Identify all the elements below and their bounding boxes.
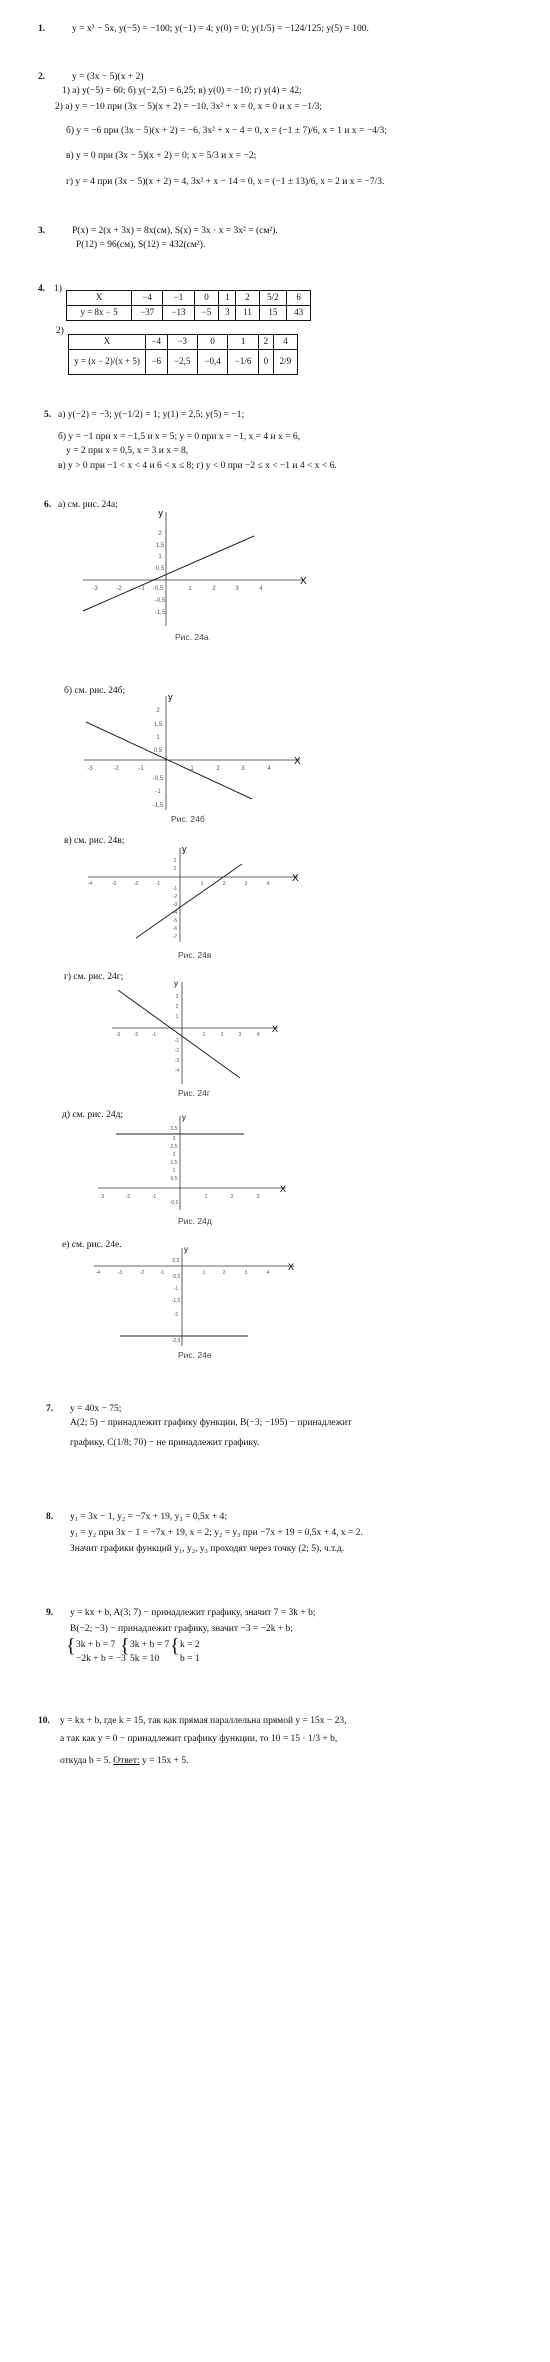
problem-text: в) y > 0 при −1 < x < 4 и 6 < x ≤ 8; г) y < 0 при −2 ≤ x < −1 и 4 < x < 6. (58, 461, 337, 471)
svg-text:-1: -1 (151, 1032, 157, 1038)
table-cell: 0 (258, 350, 273, 375)
problem-text: y = kx + b, где k = 15, так как прямая параллельна прямой y = 15x − 23, (60, 1716, 347, 1726)
svg-text:1,5: 1,5 (155, 543, 165, 549)
table-cell: 0 (194, 291, 219, 306)
problem-text: г) y = 4 при (3x − 5)(x + 2) = 4, 3x² + x − 14 = 0, x = (−1 ± 13)/6, x = 2 и x = −7/3. (66, 177, 385, 187)
table-cell: −2,5 (167, 350, 197, 375)
svg-text:1,5: 1,5 (170, 1160, 178, 1166)
system-brace: { (66, 1635, 76, 1657)
svg-text:-1: -1 (172, 886, 178, 892)
problem-number: 8. (46, 1512, 54, 1522)
system-brace: { (120, 1635, 130, 1657)
function-line (83, 536, 254, 611)
figure-caption: Рис. 24б (171, 814, 205, 824)
svg-text:-1: -1 (155, 789, 161, 795)
sub-label: 2) (56, 326, 64, 336)
svg-text:1,5: 1,5 (153, 722, 163, 728)
svg-text:3: 3 (256, 1194, 260, 1200)
problem-text: y = 40x − 75; (70, 1404, 122, 1414)
y-axis-label: y (184, 1245, 188, 1254)
table-cell: −5 (194, 306, 219, 321)
table-cell: 43 (287, 306, 311, 321)
svg-text:-2: -2 (113, 766, 119, 772)
problem-text: 1) а) y(−5) = 60; б) y(−2,5) = 6,25; в) y(0) = −10; г) y(4) = 42; (62, 86, 302, 96)
svg-text:-2: -2 (139, 1270, 145, 1276)
y-axis-label: y (182, 1113, 186, 1122)
svg-text:-4: -4 (172, 910, 178, 916)
sub-label: в) см. рис. 24в; (64, 836, 125, 846)
table-cell: 15 (259, 306, 287, 321)
sub-label: б) см. рис. 24б; (64, 686, 126, 696)
values-table-2 (68, 334, 298, 375)
svg-text:1: 1 (188, 586, 192, 592)
svg-text:4: 4 (267, 766, 271, 772)
table-cell: 6 (287, 291, 311, 306)
svg-text:-1: -1 (155, 881, 161, 887)
problem-text: а) y(−2) = −3; y(−1/2) = 1; y(1) = 2,5; y(5) = −1; (58, 410, 245, 420)
equation: 5k = 10 (130, 1654, 160, 1664)
svg-text:2: 2 (173, 858, 177, 864)
svg-text:-6: -6 (172, 926, 178, 932)
svg-text:3: 3 (244, 881, 248, 887)
table-cell: 5/2 (259, 291, 287, 306)
svg-text:2: 2 (158, 531, 162, 537)
x-axis-label: X (288, 1262, 295, 1272)
svg-text:3: 3 (172, 1136, 176, 1142)
problem-number: 7. (46, 1404, 54, 1414)
svg-text:-3: -3 (87, 766, 93, 772)
equation: 3k + b = 7 (130, 1640, 170, 1650)
table-cell: 4 (273, 335, 297, 350)
y-axis-label: y (158, 508, 163, 518)
problem-number: 1. (38, 24, 46, 34)
svg-text:2: 2 (172, 1152, 176, 1158)
svg-text:-1,5: -1,5 (154, 610, 166, 616)
svg-text:3: 3 (241, 766, 245, 772)
problem-text: б) y = −1 при x = −1,5 и x = 5; y = 0 при x = −1, x = 4 и x = 6, (58, 432, 300, 442)
answer-text: откуда b = 5. (60, 1756, 114, 1766)
x-axis-label: X (280, 1184, 287, 1194)
svg-text:-2: -2 (174, 1048, 180, 1054)
table-cell: −4 (146, 335, 168, 350)
sub-label: г) см. рис. 24г; (64, 972, 124, 982)
svg-text:-2: -2 (133, 881, 139, 887)
svg-text:-1: -1 (174, 1038, 180, 1044)
equation: b = 1 (180, 1654, 200, 1664)
svg-text:2: 2 (175, 1004, 179, 1010)
svg-text:2: 2 (222, 1270, 226, 1276)
problem-number: 4. (38, 284, 46, 294)
svg-text:-4: -4 (87, 881, 93, 887)
problem-number: 2. (38, 72, 46, 82)
problem-text: y = (3x − 5)(x + 2) (72, 72, 144, 82)
x-axis-label: X (294, 756, 301, 767)
svg-text:2: 2 (230, 1194, 234, 1200)
table-cell: 2 (236, 291, 259, 306)
problem-text: 2) а) y = −10 при (3x − 5)(x + 2) = −10, 3x² + x = 0, x = 0 и x = −1/3; (55, 102, 323, 112)
graph-24v (84, 842, 304, 950)
svg-text:1: 1 (204, 1194, 208, 1200)
problem-text: а так как y = 0 − принадлежит графику функции, то 10 = 15 · 1/3 + b, (60, 1734, 338, 1744)
svg-text:-3: -3 (117, 1270, 123, 1276)
sub-label: а) см. рис. 24а; (58, 500, 118, 510)
svg-text:1: 1 (200, 881, 204, 887)
graph-24e (90, 1244, 300, 1350)
svg-text:1: 1 (175, 1014, 179, 1020)
equation: k = 2 (180, 1640, 200, 1650)
answer-line (60, 1756, 188, 1768)
graph-24g (108, 976, 288, 1088)
figure-caption: Рис. 24г (178, 1088, 210, 1098)
values-table-1 (66, 290, 311, 321)
svg-text:-2: -2 (133, 1032, 139, 1038)
svg-text:1: 1 (172, 1168, 176, 1174)
svg-text:1: 1 (156, 735, 160, 741)
svg-text:4: 4 (259, 586, 263, 592)
svg-text:-2: -2 (116, 586, 122, 592)
table-cell: 2 (258, 335, 273, 350)
svg-text:-3: -3 (115, 1032, 121, 1038)
table-cell: −1/6 (228, 350, 259, 375)
table-cell: −3 (167, 335, 197, 350)
svg-text:2: 2 (216, 766, 220, 772)
graph-24a (78, 506, 318, 632)
table-cell: X (69, 335, 146, 350)
svg-text:-0,5: -0,5 (169, 1200, 179, 1206)
problem-text: y = kx + b, A(3; 7) − принадлежит графику, значит 7 = 3k + b; (70, 1608, 316, 1618)
svg-text:2,5: 2,5 (170, 1144, 178, 1150)
graph-24d (94, 1112, 294, 1214)
problem-number: 10. (38, 1716, 50, 1726)
table-cell: −0,4 (197, 350, 227, 375)
svg-text:0,5: 0,5 (155, 566, 165, 572)
table-cell: −6 (146, 350, 168, 375)
x-axis-label: X (292, 873, 299, 884)
svg-text:4: 4 (256, 1032, 260, 1038)
table-cell: −37 (132, 306, 163, 321)
y-axis-label: y (168, 692, 173, 702)
svg-text:0,5: 0,5 (153, 748, 163, 754)
table-cell: y = 8x − 5 (67, 306, 132, 321)
y-axis-label: y (182, 844, 187, 854)
svg-text:1: 1 (202, 1270, 206, 1276)
svg-text:-3: -3 (92, 586, 98, 592)
table-cell: −1 (163, 291, 194, 306)
svg-text:2: 2 (156, 708, 160, 714)
table-cell: 0 (197, 335, 227, 350)
problem-text: P(12) = 96(см), S(12) = 432(см²). (76, 240, 206, 250)
problem-text: б) y = −6 при (3x − 5)(x + 2) = −6, 3x² + x − 4 = 0, x = (−1 ± 7)/6, x = 1 и x = −4/3; (66, 126, 387, 136)
table-cell: 1 (219, 291, 236, 306)
svg-text:-1: -1 (138, 766, 144, 772)
tick-labels (87, 708, 271, 809)
equation: 3k + b = 7 (76, 1640, 116, 1650)
svg-text:1: 1 (173, 866, 177, 872)
svg-text:2: 2 (212, 586, 216, 592)
svg-text:-0,5: -0,5 (154, 598, 166, 604)
svg-text:3: 3 (175, 994, 179, 1000)
table-cell: y = (x − 2)/(x + 5) (69, 350, 146, 375)
svg-text:4: 4 (266, 1270, 270, 1276)
problem-number: 9. (46, 1608, 54, 1618)
svg-text:1: 1 (190, 766, 194, 772)
sub-label: 1) (54, 284, 62, 294)
svg-text:-3: -3 (99, 1194, 105, 1200)
svg-text:-3: -3 (174, 1058, 180, 1064)
svg-text:3: 3 (238, 1032, 242, 1038)
problem-number: 6. (44, 500, 52, 510)
table-cell: 3 (219, 306, 236, 321)
tick-labels (92, 531, 263, 616)
svg-text:-7: -7 (172, 934, 178, 940)
svg-text:1: 1 (158, 554, 162, 560)
problem-text: A(2; 5) − принадлежит графику функции, B(−3; −195) − принадлежит (70, 1418, 352, 1428)
figure-caption: Рис. 24е (178, 1350, 212, 1360)
svg-text:-2: -2 (172, 894, 178, 900)
problem-number: 5. (44, 410, 52, 420)
x-axis-label: X (300, 576, 307, 587)
tick-labels (116, 994, 260, 1074)
equation: −2k + b = −3 (76, 1654, 126, 1664)
figure-caption: Рис. 24в (178, 950, 212, 960)
table-cell: X (67, 291, 132, 306)
problem-text: B(−2; −3) − принадлежит графику, значит −3 = −2k + b; (70, 1624, 293, 1634)
svg-text:3: 3 (235, 586, 239, 592)
svg-text:-0,5: -0,5 (152, 586, 164, 592)
answer-value: y = 15x + 5. (139, 1756, 189, 1766)
svg-text:-4: -4 (174, 1068, 180, 1074)
table-cell: 2/9 (273, 350, 297, 375)
table-cell: −4 (132, 291, 163, 306)
problem-number: 3. (38, 226, 46, 236)
tick-labels (96, 1258, 270, 1344)
svg-text:0,5: 0,5 (172, 1258, 180, 1264)
y-axis-label: y (174, 979, 178, 988)
answer-label: Ответ: (113, 1756, 140, 1766)
graph-24b (80, 690, 310, 814)
svg-text:-1: -1 (151, 1194, 157, 1200)
svg-text:-1,5: -1,5 (152, 803, 164, 809)
table-cell: 1 (228, 335, 259, 350)
svg-text:2: 2 (220, 1032, 224, 1038)
svg-text:-1,5: -1,5 (171, 1298, 181, 1304)
x-axis-label: X (272, 1024, 279, 1034)
sub-label: е) см. рис. 24е. (62, 1240, 122, 1250)
problem-text: Значит графики функций y₁, y₂, y₃ проходят через точку (2; 5), ч.т.д. (70, 1544, 345, 1554)
problem-text: P(x) = 2(x + 3x) = 8x(см), S(x) = 3x · x = 3x² = (см²). (72, 226, 278, 236)
svg-text:-1: -1 (173, 1286, 179, 1292)
svg-text:-3: -3 (111, 881, 117, 887)
svg-text:-0,5: -0,5 (152, 776, 164, 782)
svg-text:-3: -3 (172, 902, 178, 908)
svg-text:0,5: 0,5 (170, 1176, 178, 1182)
problem-text: y = x³ − 5x, y(−5) = −100; y(−1) = 4; y(0) = 0; y(1/5) = −124/125; y(5) = 100. (72, 24, 369, 34)
figure-caption: Рис. 24а (175, 632, 209, 642)
sub-label: д) см. рис. 24д; (62, 1110, 124, 1120)
table-cell: 11 (236, 306, 259, 321)
problem-text: y₁ = 3x − 1, y₂ = −7x + 19, y₃ = 0,5x + 4; (70, 1512, 227, 1522)
svg-text:3,5: 3,5 (170, 1126, 178, 1132)
figure-caption: Рис. 24д (178, 1216, 212, 1226)
svg-text:-5: -5 (172, 918, 178, 924)
svg-text:3: 3 (244, 1270, 248, 1276)
svg-text:-0,5: -0,5 (171, 1274, 181, 1280)
svg-text:2: 2 (222, 881, 226, 887)
problem-text: графику, C(1/8; 70) − не принадлежит графику. (70, 1438, 260, 1448)
table-cell: −13 (163, 306, 194, 321)
svg-text:1: 1 (202, 1032, 206, 1038)
system-brace: { (170, 1635, 180, 1657)
svg-text:-1: -1 (139, 586, 145, 592)
function-line (86, 722, 252, 799)
svg-text:4: 4 (266, 881, 270, 887)
svg-text:-2,5: -2,5 (171, 1338, 181, 1344)
svg-text:-2: -2 (125, 1194, 131, 1200)
tick-labels (88, 858, 270, 940)
svg-text:-4: -4 (95, 1270, 101, 1276)
problem-text: y₁ = y₂ при 3x − 1 = −7x + 19, x = 2; y₂ = y₃ при −7x + 19 = 0,5x + 4, x = 2. (70, 1528, 363, 1538)
function-line (133, 864, 242, 938)
svg-text:-1: -1 (159, 1270, 165, 1276)
problem-text: в) y = 0 при (3x − 5)(x + 2) = 0; x = 5/3 и x = −2; (66, 151, 257, 161)
problem-text: y = 2 при x = 0,5, x = 3 и x = 8, (66, 446, 189, 456)
svg-text:-2: -2 (173, 1312, 179, 1318)
